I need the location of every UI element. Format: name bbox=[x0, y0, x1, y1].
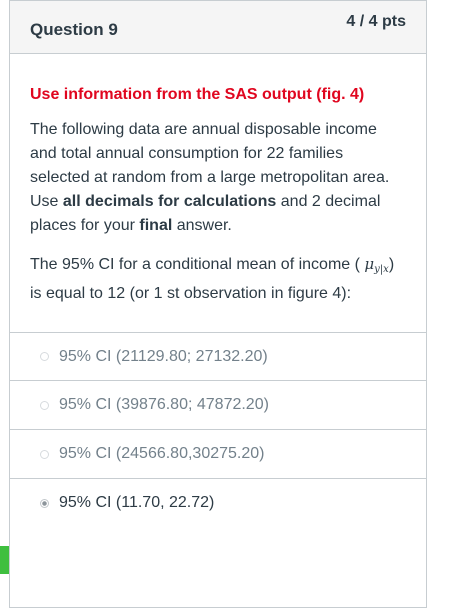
question-text-part: and 2 decimal places for your bbox=[30, 193, 381, 234]
answer-list bbox=[10, 332, 426, 527]
question-title: Question 9 bbox=[30, 20, 118, 39]
mu-subscript: y|x bbox=[374, 264, 389, 275]
question-text-bold: final bbox=[139, 217, 173, 234]
question-prompt bbox=[30, 252, 406, 306]
answer-option[interactable] bbox=[10, 429, 426, 478]
question-prompt-part: ) is equal to 12 (or 1 st observation in figure 4): bbox=[30, 256, 395, 302]
question-header bbox=[10, 1, 426, 54]
answer-label: 95% CI (24566.80,30275.20) bbox=[59, 445, 265, 462]
conditional-mean-symbol bbox=[364, 255, 388, 273]
answer-label: 95% CI (11.70, 22.72) bbox=[59, 494, 215, 511]
answer-label: 95% CI (21129.80; 27132.20) bbox=[59, 347, 268, 365]
question-instruction: Use information from the SAS output (fig. 4) bbox=[30, 86, 365, 103]
answer-option-selected[interactable] bbox=[10, 478, 426, 527]
mu-symbol: μ bbox=[364, 255, 375, 273]
radio-button-checked[interactable] bbox=[40, 499, 49, 508]
radio-button[interactable] bbox=[40, 401, 49, 410]
radio-button[interactable] bbox=[40, 352, 49, 361]
answer-option[interactable] bbox=[10, 380, 426, 429]
question-text-bold: all decimals for calculations bbox=[62, 193, 277, 210]
question-card bbox=[9, 0, 427, 608]
question-body bbox=[10, 54, 426, 306]
question-points: 4 / 4 pts bbox=[346, 13, 406, 30]
question-prompt-part: The 95% CI for a conditional mean of income ( bbox=[30, 256, 360, 273]
question-text bbox=[30, 118, 406, 238]
question-text-part: The following data are annual disposable income and total annual consumption for 22 families selected at random from a large metropolitan area. Use bbox=[30, 121, 390, 210]
radio-button[interactable] bbox=[40, 450, 49, 459]
question-text-part: answer. bbox=[172, 217, 232, 234]
answer-option[interactable] bbox=[10, 332, 426, 380]
answer-label: 95% CI (39876.80; 47872.20) bbox=[59, 396, 269, 413]
